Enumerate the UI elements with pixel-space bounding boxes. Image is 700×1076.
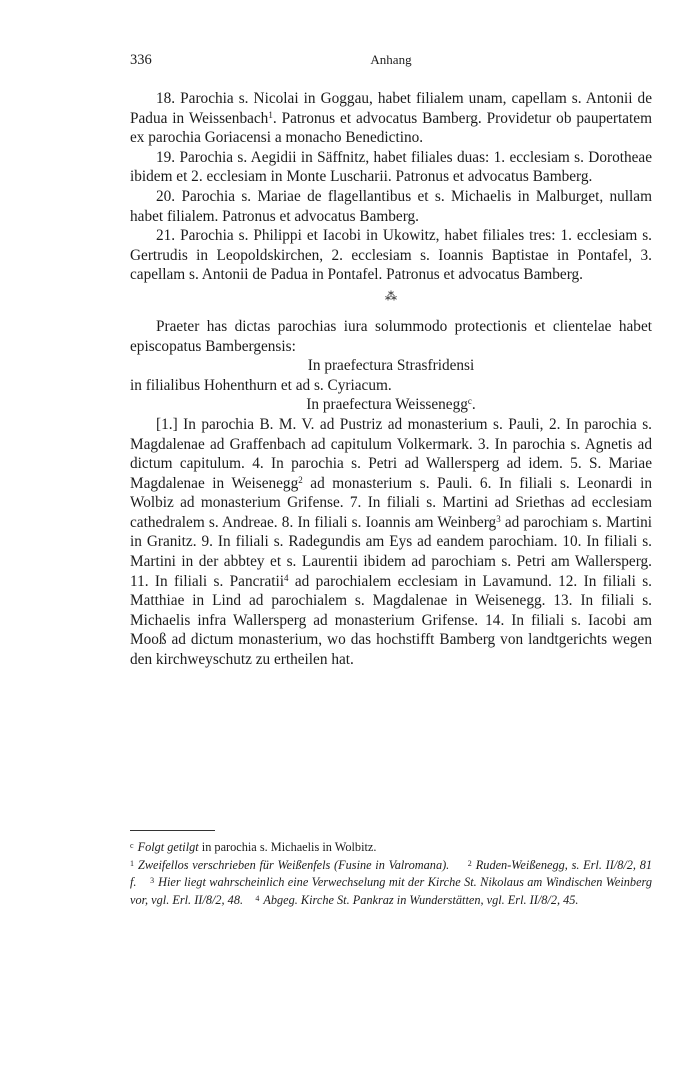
- main-text: [130, 89, 652, 670]
- footnotes: [130, 838, 652, 908]
- footnote-2-mark: 2: [467, 858, 472, 868]
- footnotes-numbered: [130, 856, 652, 909]
- footnote-c: [130, 838, 652, 856]
- footnote-3-mark: 3: [150, 876, 155, 886]
- footnote-3-text: Hier liegt wahrscheinlich eine Verwechselung mit der Kirche St. Nikolaus am Windischen Weinberg vor, vgl. Erl. II/8/2, 48.: [130, 875, 653, 907]
- footnote-1-text: Zweifellos verschrieben für Weißenfels (Fusine in Valromana).: [138, 857, 450, 872]
- heading-weissenegg-end: .: [471, 396, 476, 414]
- footnote-ref-3: 3: [496, 513, 501, 524]
- footnote-c-italic: Folgt getilgt: [137, 840, 199, 854]
- paragraph-weissenegg-list: [130, 415, 652, 670]
- paragraph-18-text: 18. Parochia s. Nicolai in Goggau, habet filialem unam, capellam s. Antonii de Padua in Weissenbach: [130, 90, 652, 127]
- list-text-b: ad monasterium s. Pauli. 6. In filiali s. Leonardi in Wolbiz ad monasterium Grifense. 7. In filiali s. Martini ad Sriethas ad ecclesiam cathedralem s. Andreae. 8. In filiali s. Ioannis am Weinberg: [130, 474, 652, 531]
- heading-weissenegg-text: In praefectura Weissenegg: [306, 396, 468, 414]
- footnote-ref-1: 1: [268, 109, 273, 120]
- heading-weissenegg: [130, 395, 652, 415]
- running-head: Anhang: [370, 52, 412, 67]
- list-text-c: ad parochiam s. Martini in Granitz. 9. In filiali s. Radegundis am Eys ad eandem parochiam. 10. In filiali s. Martini in der abbtey et s. Laurentii ibidem ad parochiam s. Petri am Wallersperg. 11. In filiali s. Pancratii: [130, 513, 653, 590]
- footnote-1-mark: 1: [130, 858, 134, 868]
- page-header: [130, 52, 652, 72]
- paragraph-18: [130, 89, 652, 148]
- paragraph-21: 21. Parochia s. Philippi et Iacobi in Ukowitz, habet filiales tres: 1. ecclesiam s. Gertrudis in Leopoldskirchen, 2. ecclesiam s. Ioannis Baptistae in Pontafel, 3. capellam s. Antonii de Padua in Pontafel. Patronus et advocatus Bamberg.: [130, 227, 652, 284]
- list-text-a: [1.] In parochia B. M. V. ad Pustriz ad monasterium s. Pauli, 2. In parochia s. Magdalenae ad Graffenbach ad capitulum Volkermark. 3. In parochia s. Agnetis ad dictum capitulum. 4. In parochia s. Petri ad Wallersperg ad idem. 5. S. Mariae Magdalenae in Weisenegg: [130, 415, 652, 492]
- footnote-2-text: Ruden-Weißenegg, s. Erl. II/8/2, 81 f.: [130, 857, 653, 890]
- paragraph-strasfrid: in filialibus Hohenthurn et ad s. Cyriacum.: [130, 376, 392, 394]
- paragraph-20: 20. Parochia s. Mariae de flagellantibus et s. Michaelis in Malburget, nullam habet filialem. Patronus et advocatus Bamberg.: [130, 187, 652, 225]
- page-number: 336: [130, 52, 152, 68]
- paragraph-19: 19. Parochia s. Aegidii in Säffnitz, habet filiales duas: 1. ecclesiam s. Dorotheae ibidem et 2. ecclesiam in Monte Luscharii. Patronus et advocatus Bamberg.: [130, 148, 652, 186]
- footnote-rule: [130, 830, 215, 831]
- footnote-ref-4: 4: [284, 572, 289, 583]
- footnote-ref-2: 2: [298, 474, 303, 485]
- footnote-4-text: Abgeg. Kirche St. Pankraz in Wunderstätten, vgl. Erl. II/8/2, 45.: [263, 892, 579, 907]
- footnote-4-mark: 4: [255, 893, 260, 903]
- asterism-divider: ⁂: [385, 288, 397, 303]
- heading-strasfrid: In praefectura Strasfridensi: [307, 357, 475, 375]
- paragraph-praeter: Praeter has dictas parochias iura solummodo protectionis et clientelae habet episcopatus Bambergensis:: [130, 317, 652, 355]
- footnote-c-mark: c: [130, 841, 134, 850]
- footnote-c-text: in parochia s. Michaelis in Wolbitz.: [198, 840, 377, 854]
- list-text-d: ad parochialem ecclesiam in Lavamund. 12. In filiali s. Matthiae in Lind ad parochialem s. Magdalenae in Weisenegg. 13. In filiali s. Michaelis infra Wallersperg ad monasterium Grifense. 14. In filiali s. Iacobi am Mooß ad dictum monasterium, wo das hochstifft Bamberg von landtgerichts wegen den kirchweyschutz zu ertheilen hat.: [130, 572, 652, 669]
- paragraph-18-text-rest: . Patronus et advocatus Bamberg. Providetur ob paupertatem ex parochia Goriacensi a monacho Benedictino.: [130, 109, 652, 147]
- footnote-ref-c: c: [467, 396, 472, 407]
